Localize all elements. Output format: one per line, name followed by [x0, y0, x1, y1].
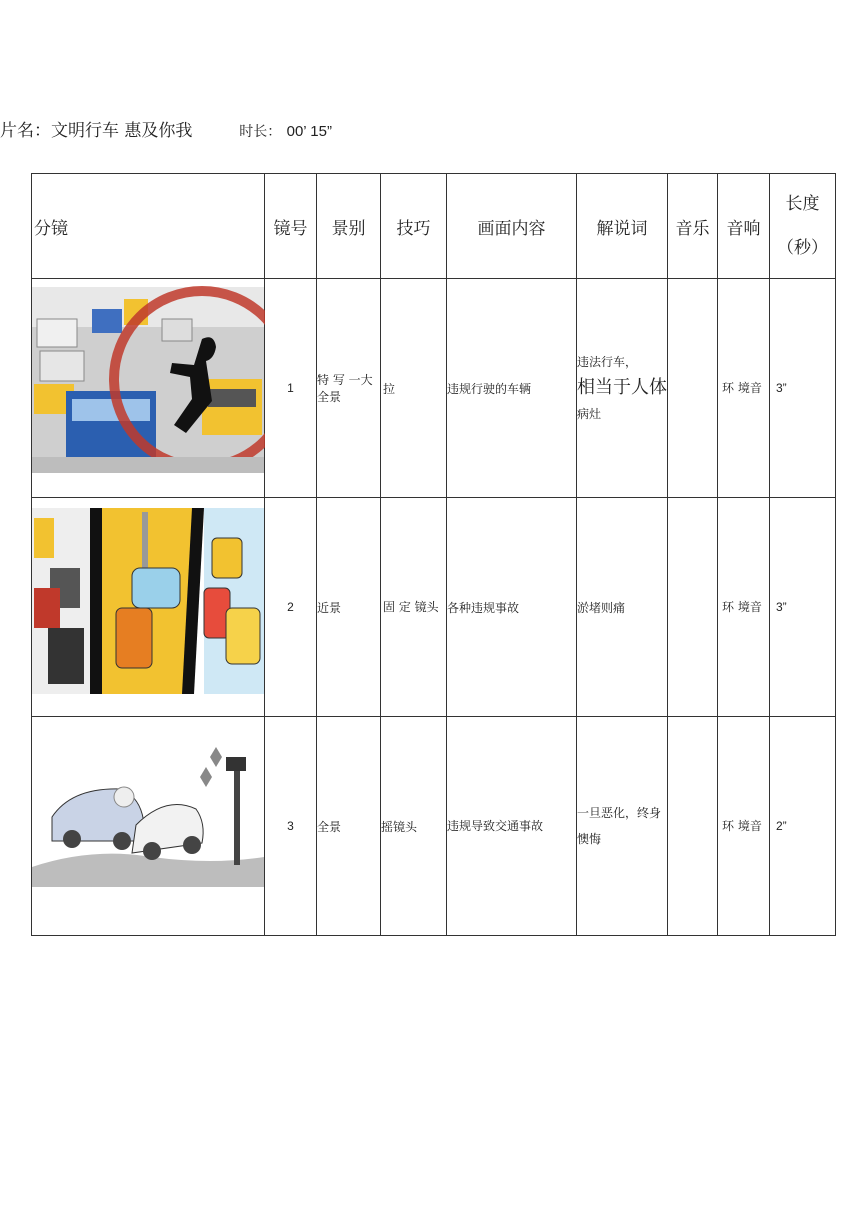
- music-2: [668, 498, 718, 717]
- sound-3: 环 境音: [718, 717, 770, 936]
- col-sound: 音响: [718, 174, 770, 279]
- film-header: [0, 116, 332, 141]
- table-row: [32, 498, 836, 717]
- table-row: [32, 279, 836, 498]
- shot-number-1: 1: [265, 279, 317, 498]
- traffic-jam-illustration: [32, 279, 265, 497]
- duration-value: 00’ 15”: [286, 123, 332, 140]
- shot-number-2: 2: [265, 498, 317, 717]
- storyboard-table: [31, 173, 836, 936]
- col-length: [770, 174, 836, 279]
- col-shot-number: 镜号: [265, 174, 317, 279]
- narration-1: [577, 279, 668, 498]
- length-1: 3”: [770, 279, 836, 498]
- title-label: 片名：: [0, 121, 51, 141]
- content-3: 违规导致交通事故: [447, 717, 577, 936]
- col-content: 画面内容: [447, 174, 577, 279]
- music-1: [668, 279, 718, 498]
- col-length-label: 长度: [785, 194, 820, 214]
- accident-cartoon-illustration: [32, 498, 265, 716]
- car-crash-illustration: [32, 717, 265, 935]
- col-narration: 解说词: [577, 174, 668, 279]
- title-value: 文明行车 惠及你我: [51, 121, 193, 141]
- narration-3: 一旦恶化，终身懊悔: [577, 717, 668, 936]
- length-3: 2”: [770, 717, 836, 936]
- col-technique: 技巧: [381, 174, 447, 279]
- shot-size-1: 特 写 一大全景: [317, 279, 381, 498]
- col-music: 音乐: [668, 174, 718, 279]
- col-length-unit: （秒）: [777, 238, 828, 258]
- shot-number-3: 3: [265, 717, 317, 936]
- narration-1-line-c: 病灶: [577, 407, 602, 421]
- narration-1-line-b: 相当于人体: [577, 377, 667, 398]
- table-row: [32, 717, 836, 936]
- duration-label: 时长：: [239, 124, 282, 140]
- col-storyboard: 分镜: [32, 174, 265, 279]
- header-row: [32, 174, 836, 279]
- narration-2: 淤堵则痛: [577, 498, 668, 717]
- storyboard-image-1: [32, 279, 265, 498]
- technique-3: 摇镜头: [381, 717, 447, 936]
- storyboard-image-2: [32, 498, 265, 717]
- technique-2: 固 定 镜头: [381, 498, 447, 717]
- storyboard-image-3: [32, 717, 265, 936]
- content-2: 各种违规事故: [447, 498, 577, 717]
- technique-1: 拉: [381, 279, 447, 498]
- col-shot-size: 景别: [317, 174, 381, 279]
- length-2: 3”: [770, 498, 836, 717]
- shot-size-3: 全景: [317, 717, 381, 936]
- shot-size-2: 近景: [317, 498, 381, 717]
- music-3: [668, 717, 718, 936]
- sound-2: 环 境音: [718, 498, 770, 717]
- sound-1: 环 境音: [718, 279, 770, 498]
- narration-1-line-a: 违法行车，: [577, 355, 638, 369]
- content-1: 违规行驶的车辆: [447, 279, 577, 498]
